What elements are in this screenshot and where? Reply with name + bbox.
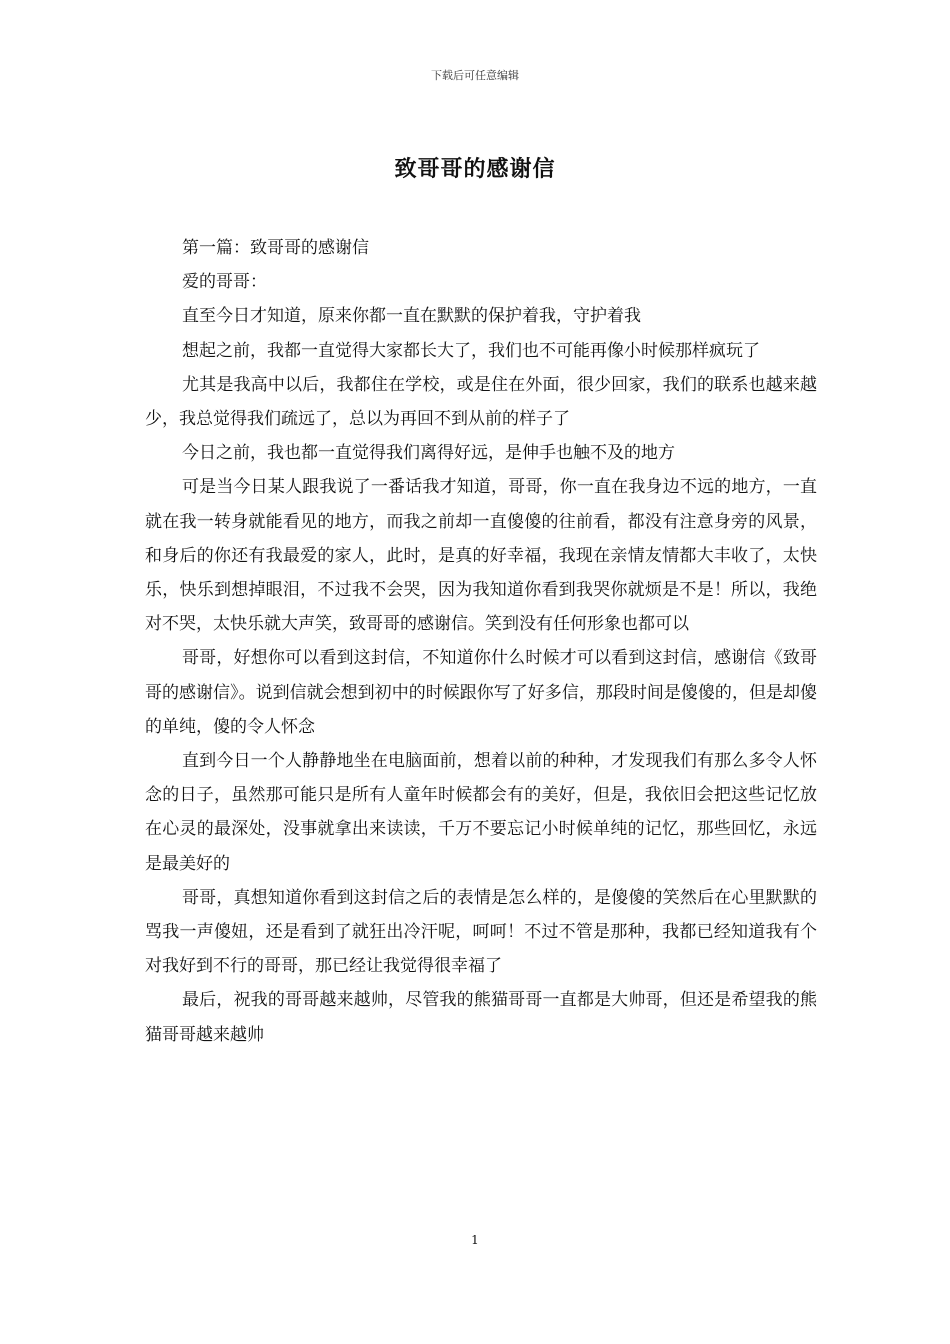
paragraph: 哥哥，好想你可以看到这封信，不知道你什么时候才可以看到这封信，感谢信《致哥哥的感谢信》。说到信就会想到初中的时候跟你写了好多信，那段时间是傻傻的，但是却傻的单纯，傻的令人怀念 [145,648,817,737]
page-number: 1 [471,1233,479,1247]
paragraph: 可是当今日某人跟我说了一番话我才知道，哥哥，你一直在我身边不远的地方，一直就在我一转身就能看见的地方，而我之前却一直傻傻的往前看，都没有注意身旁的风景，和身后的你还有我最爱的家人，此时，是真的好幸福，我现在亲情友情都大丰收了，太快乐，快乐到想掉眼泪，不过我不会哭，因为我知道你看到我哭你就烦是不是！所以，我绝对不哭，太快乐就大声笑，致哥哥的感谢信。笑到没有任何形象也都可以 [145,477,817,635]
paragraph: 想起之前，我都一直觉得大家都长大了，我们也不可能再像小时候那样疯玩了 [182,340,760,361]
paragraph-salutation: 爱的哥哥： [182,272,267,293]
paragraph-closing: 最后，祝我的哥哥越来越帅，尽管我的熊猫哥哥一直都是大帅哥，但还是希望我的熊猫哥哥越来越帅 [145,990,817,1045]
paragraph: 今日之前，我也都一直觉得我们离得好远，是伸手也触不及的地方 [182,443,675,464]
page-header: 下载后可任意编辑 [431,69,519,82]
paragraph-section-heading: 第一篇：致哥哥的感谢信 [182,238,369,258]
document-title: 致哥哥的感谢信 [394,156,556,182]
document-body [145,231,817,1052]
paragraph: 直到今日一个人静静地坐在电脑面前，想着以前的种种，才发现我们有那么多令人怀念的日子，虽然那可能只是所有人童年时候都会有的美好，但是，我依旧会把这些记忆放在心灵的最深处，没事就拿出来读读，千万不要忘记小时候单纯的记忆，那些回忆，永远是最美好的 [145,751,817,874]
paragraph: 尤其是我高中以后，我都住在学校，或是住在外面，很少回家，我们的联系也越来越少，我总觉得我们疏远了，总以为再回不到从前的样子了 [145,374,817,430]
paragraph: 哥哥，真想知道你看到这封信之后的表情是怎么样的，是傻傻的笑然后在心里默默的骂我一声傻妞，还是看到了就狂出冷汗呢，呵呵！不过不管是那种，我都已经知道我有个对我好到不行的哥哥，那已经让我觉得很幸福了 [145,887,817,977]
paragraph: 直至今日才知道，原来你都一直在默默的保护着我，守护着我 [182,306,641,327]
